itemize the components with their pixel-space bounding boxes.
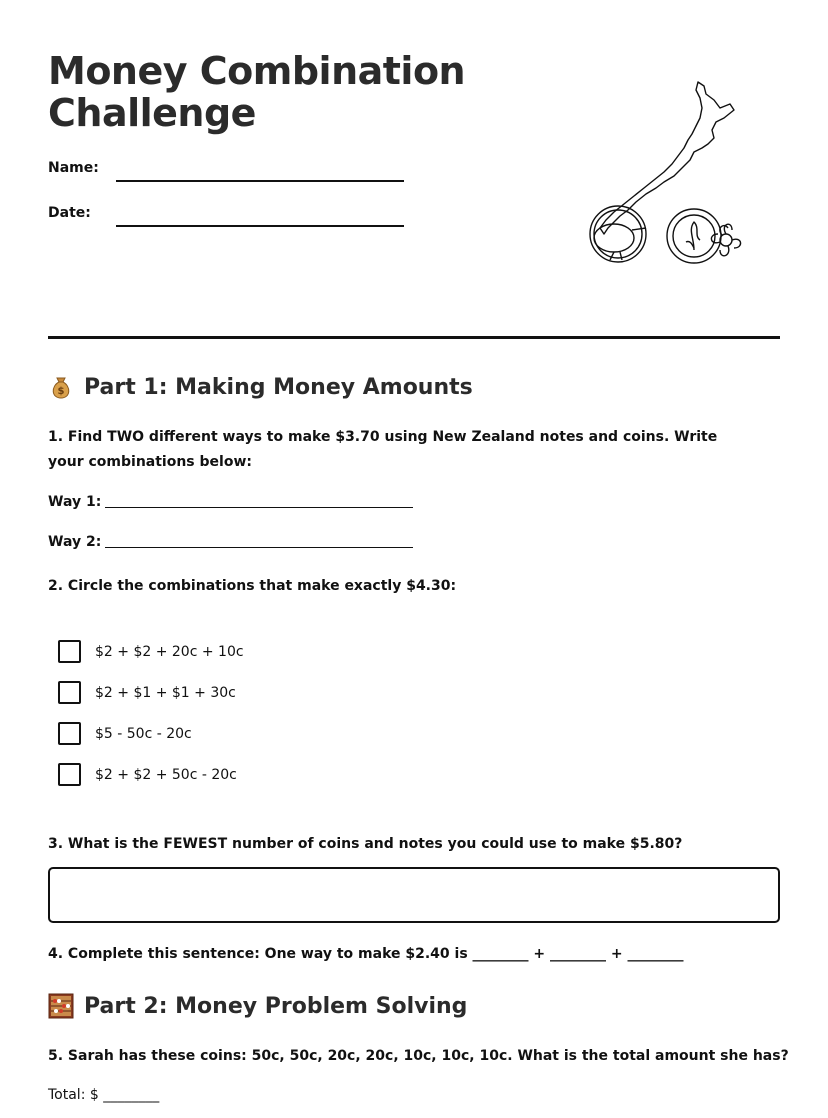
svg-text:$: $	[57, 386, 65, 397]
abacus-icon	[48, 993, 74, 1019]
way-2-row[interactable]	[48, 534, 413, 550]
name-label: Name:	[48, 160, 99, 176]
way-1-label: Way 1:	[48, 494, 102, 510]
option-2[interactable]	[58, 681, 236, 704]
kiwi-coin-icon	[590, 206, 646, 262]
question-4: 4. Complete this sentence: One way to make $2.40 is ________ + ________ + ________	[48, 946, 684, 962]
option-4-checkbox[interactable]	[58, 763, 81, 786]
question-2: 2. Circle the combinations that make exactly $4.30:	[48, 578, 457, 594]
nz-map-icon	[600, 82, 734, 234]
question-3: 3. What is the FEWEST number of coins and notes you could use to make $5.80?	[48, 836, 683, 852]
money-bag-icon	[48, 374, 74, 400]
option-3[interactable]	[58, 722, 192, 745]
option-1[interactable]	[58, 640, 244, 663]
question-1: 1. Find TWO different ways to make $3.70 using New Zealand notes and coins. Write your combinations below:	[48, 429, 718, 470]
way-1-row[interactable]	[48, 494, 413, 510]
way-1-blank[interactable]	[105, 507, 413, 508]
name-line[interactable]	[116, 180, 404, 182]
way-2-blank[interactable]	[105, 547, 413, 548]
option-1-checkbox[interactable]	[58, 640, 81, 663]
part1-heading: $ Part 1: Making Money Amounts	[48, 374, 473, 400]
header-divider	[48, 336, 780, 339]
option-3-checkbox[interactable]	[58, 722, 81, 745]
question-5: 5. Sarah has these coins: 50c, 50c, 20c, 20c, 10c, 10c, 10c. What is the total amount she has?	[48, 1048, 789, 1064]
page-title: Money Combination Challenge	[48, 49, 466, 135]
nz-money-illustration	[544, 78, 754, 268]
part2-heading: Part 2: Money Problem Solving	[48, 993, 467, 1019]
date-label: Date:	[48, 205, 91, 221]
option-4-label: $2 + $2 + 50c - 20c	[95, 766, 237, 783]
option-4[interactable]	[58, 763, 237, 786]
date-line[interactable]	[116, 225, 404, 227]
way-2-label: Way 2:	[48, 534, 102, 550]
worksheet-page	[48, 0, 789, 1118]
option-2-checkbox[interactable]	[58, 681, 81, 704]
option-2-label: $2 + $1 + $1 + 30c	[95, 684, 236, 701]
option-1-label: $2 + $2 + 20c + 10c	[95, 643, 244, 660]
question-3-answer-box[interactable]	[48, 867, 780, 923]
total-line[interactable]: Total: $ ________	[48, 1087, 160, 1103]
option-3-label: $5 - 50c - 20c	[95, 725, 192, 742]
